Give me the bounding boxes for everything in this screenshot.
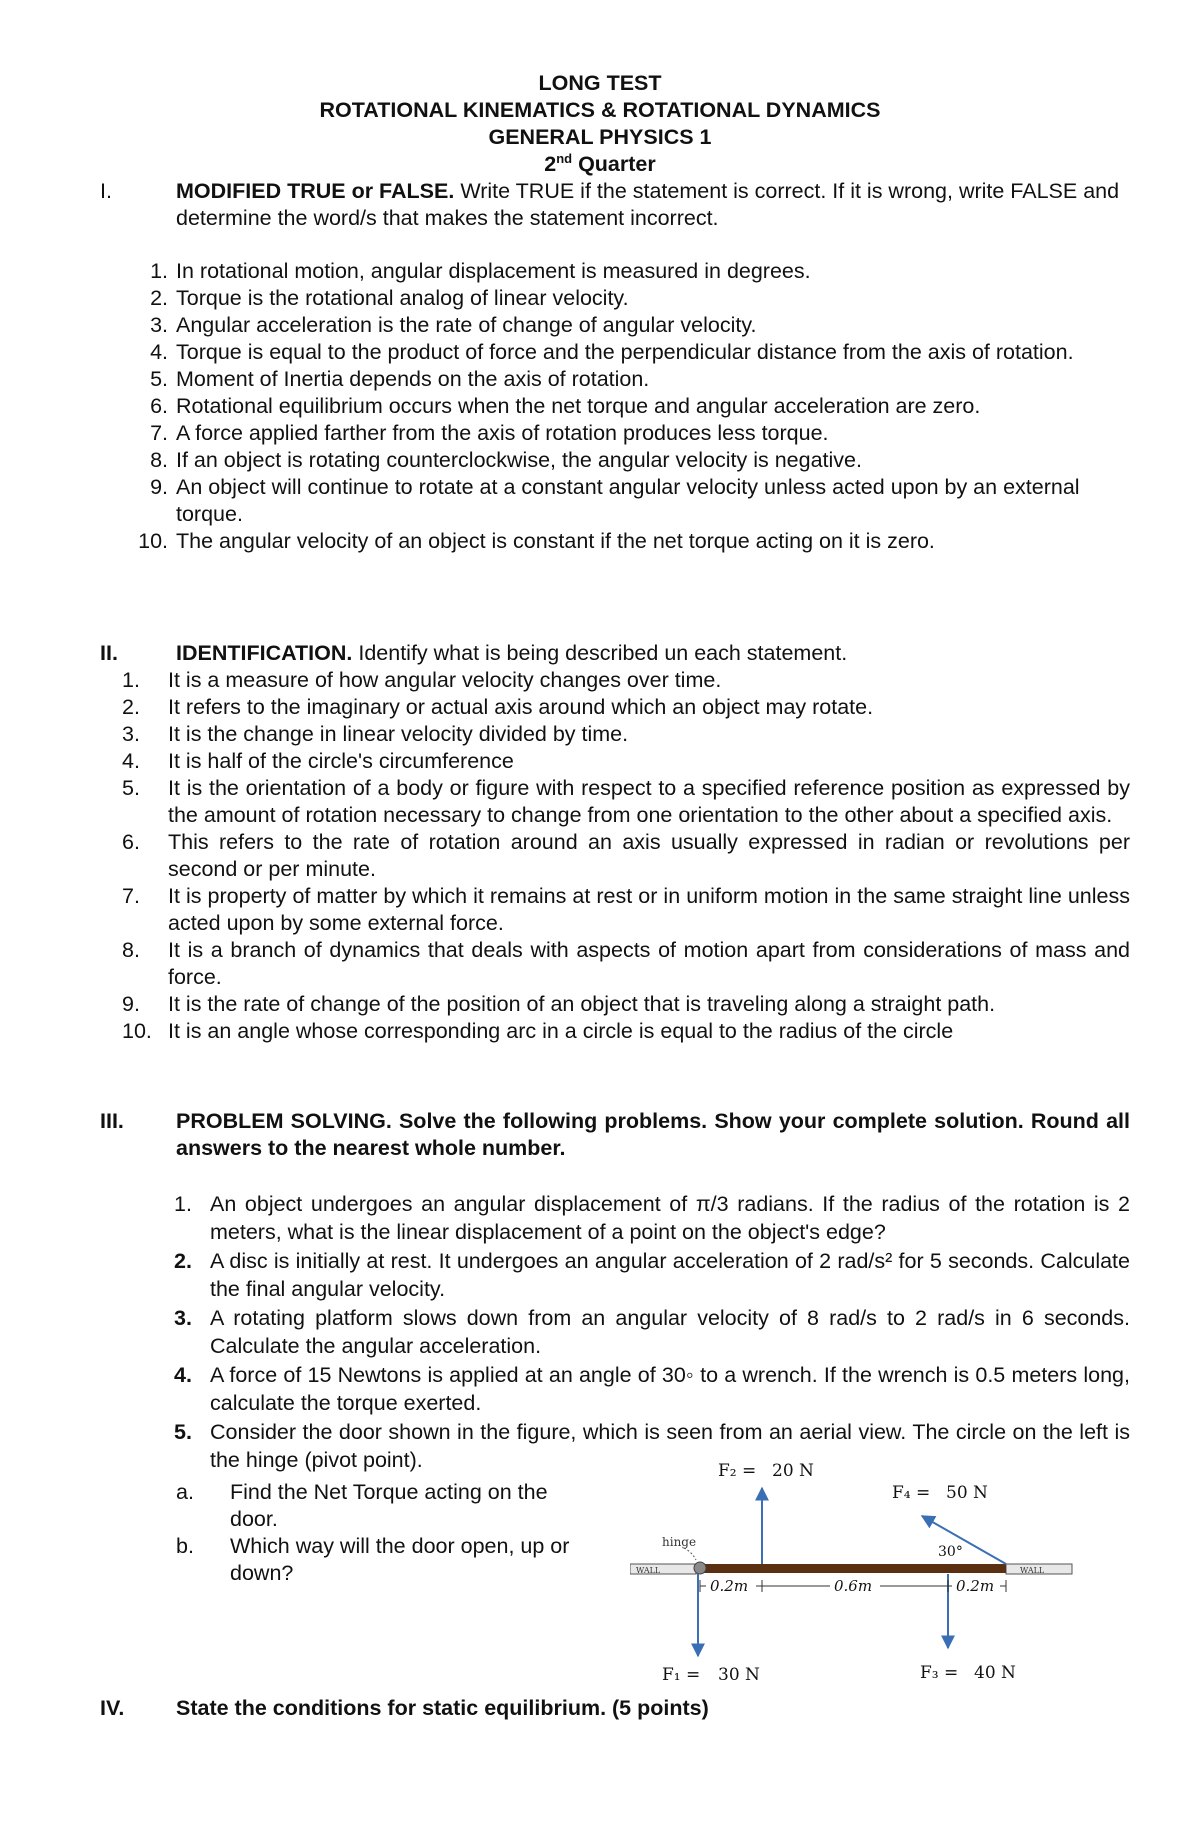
list-item: 10. The angular velocity of an object is constant if the net torque acting on it is zero. <box>138 529 935 553</box>
hinge-label: hinge <box>662 1535 697 1549</box>
subitem-a: a. Find the Net Torque acting on the door. <box>176 1480 548 1531</box>
list-item: 4. A force of 15 Newtons is applied at an angle of 30◦ to a wrench. If the wrench is 0.5 meters long, calculate the torque exerted. <box>174 1363 1130 1415</box>
identification-list <box>100 667 1130 1045</box>
problem-list <box>100 1190 1130 1474</box>
list-item: 7. It is property of matter by which it remains at rest or in uniform motion in the same straight line unless acted upon by some external force. <box>122 884 1130 935</box>
f4-value: 50 N <box>946 1483 988 1503</box>
list-item: 3. It is the change in linear velocity divided by time. <box>122 722 629 746</box>
header-subject: GENERAL PHYSICS 1 <box>488 125 712 149</box>
section-title: PROBLEM SOLVING. Solve the following problems. Show your complete solution. Round all answers to the nearest whole number. <box>176 1109 1130 1160</box>
list-item: 9. An object will continue to rotate at a constant angular velocity unless acted upon by an external torque. <box>150 475 1080 526</box>
hinge-pointer <box>684 1548 696 1560</box>
list-item: 5. Moment of Inertia depends on the axis of rotation. <box>150 367 650 391</box>
section-numeral: II. <box>100 641 118 665</box>
section-title: IDENTIFICATION. <box>176 641 353 665</box>
list-item: 6. Rotational equilibrium occurs when the net torque and angular acceleration are zero. <box>150 394 981 418</box>
f2-value: 20 N <box>772 1461 814 1481</box>
f4-label: F₄ = <box>892 1483 931 1503</box>
list-item: 4. Torque is equal to the product of force and the perpendicular distance from the axis of rotation. <box>150 340 1074 364</box>
test-header <box>0 70 1200 178</box>
section-instruction-text: Write TRUE if the statement is correct. If it is wrong, write FALSE and determine the word/s that makes the statement incorrect. <box>176 179 1120 230</box>
section-title: State the conditions for static equilibrium. (5 points) <box>176 1696 709 1720</box>
f4-angle: 30° <box>938 1544 963 1560</box>
subitem-b: b. Which way will the door open, up or down? <box>176 1534 570 1585</box>
dim1-label: 0.2m <box>710 1577 749 1595</box>
left-wall-label: WALL <box>636 1566 661 1575</box>
list-item: 6. This refers to the rate of rotation around an axis usually expressed in radian or revolutions per second or per minute. <box>122 830 1130 881</box>
f3-value: 40 N <box>974 1663 1016 1683</box>
door-torque-figure <box>630 1458 1090 1688</box>
f3-label: F₃ = <box>920 1663 959 1683</box>
list-item: 5. It is the orientation of a body or figure with respect to a specified reference position as expressed by the amount of rotation necessary to change from one orientation to the other about a specified axis. <box>122 776 1130 827</box>
section-identification <box>100 640 1130 1045</box>
f1-value: 30 N <box>718 1665 760 1685</box>
list-item: 9. It is the rate of change of the position of an object that is traveling along a straight path. <box>122 992 996 1016</box>
list-item: 2. Torque is the rotational analog of linear velocity. <box>150 286 629 310</box>
section-problem-solving <box>100 1108 1130 1475</box>
list-item: 8. If an object is rotating counterclockwise, the angular velocity is negative. <box>150 448 862 472</box>
list-item: 5. Consider the door shown in the figure, which is seen from an aerial view. The circle on the left is the hinge (pivot point). <box>174 1420 1130 1472</box>
hinge-circle <box>694 1562 706 1574</box>
problem-5-subitems <box>176 1479 596 1587</box>
section-static-equilibrium <box>100 1695 1130 1722</box>
section-instructions <box>176 178 1130 232</box>
section-instructions <box>176 640 1130 667</box>
f2-label: F₂ = <box>718 1461 757 1481</box>
right-wall-label: WALL <box>1020 1566 1045 1575</box>
list-item: 10. It is an angle whose corresponding arc in a circle is equal to the radius of the circle <box>122 1019 954 1043</box>
list-item: 3. A rotating platform slows down from an angular velocity of 8 rad/s to 2 rad/s in 6 seconds. Calculate the angular acceleration. <box>174 1306 1130 1358</box>
list-item: 1. It is a measure of how angular velocity changes over time. <box>122 668 722 692</box>
section-numeral: I. <box>100 179 112 203</box>
section-true-false <box>100 178 1130 555</box>
true-false-list <box>100 258 1130 555</box>
section-numeral: III. <box>100 1109 124 1133</box>
list-item: 2. A disc is initially at rest. It undergoes an angular acceleration of 2 rad/s² for 5 seconds. Calculate the final angular velocity. <box>174 1249 1130 1301</box>
list-item: 1. An object undergoes an angular displacement of π/3 radians. If the radius of the rotation is 2 meters, what is the linear displacement of a point on the object's edge? <box>174 1192 1130 1244</box>
header-topic: ROTATIONAL KINEMATICS & ROTATIONAL DYNAMICS <box>319 98 881 122</box>
dim3-label: 0.2m <box>956 1577 995 1595</box>
header-title: LONG TEST <box>538 71 662 95</box>
list-item: 8. It is a branch of dynamics that deals with aspects of motion apart from considerations of mass and force. <box>122 938 1130 989</box>
list-item: 2. It refers to the imaginary or actual axis around which an object may rotate. <box>122 695 874 719</box>
f1-label: F₁ = <box>662 1665 701 1685</box>
list-item: 7. A force applied farther from the axis of rotation produces less torque. <box>150 421 829 445</box>
section-title: MODIFIED TRUE or FALSE. <box>176 179 455 203</box>
dim2-label: 0.6m <box>834 1577 873 1595</box>
header-quarter: 2nd Quarter <box>544 151 656 176</box>
list-item: 1. In rotational motion, angular displacement is measured in degrees. <box>150 259 811 283</box>
list-item: 4. It is half of the circle's circumference <box>122 749 514 773</box>
door <box>700 1564 1006 1573</box>
f4-arrow <box>922 1516 1006 1564</box>
section-instruction-text: Identify what is being described un each statement. <box>358 641 848 665</box>
list-item: 3. Angular acceleration is the rate of change of angular velocity. <box>150 313 757 337</box>
section-numeral: IV. <box>100 1696 125 1720</box>
